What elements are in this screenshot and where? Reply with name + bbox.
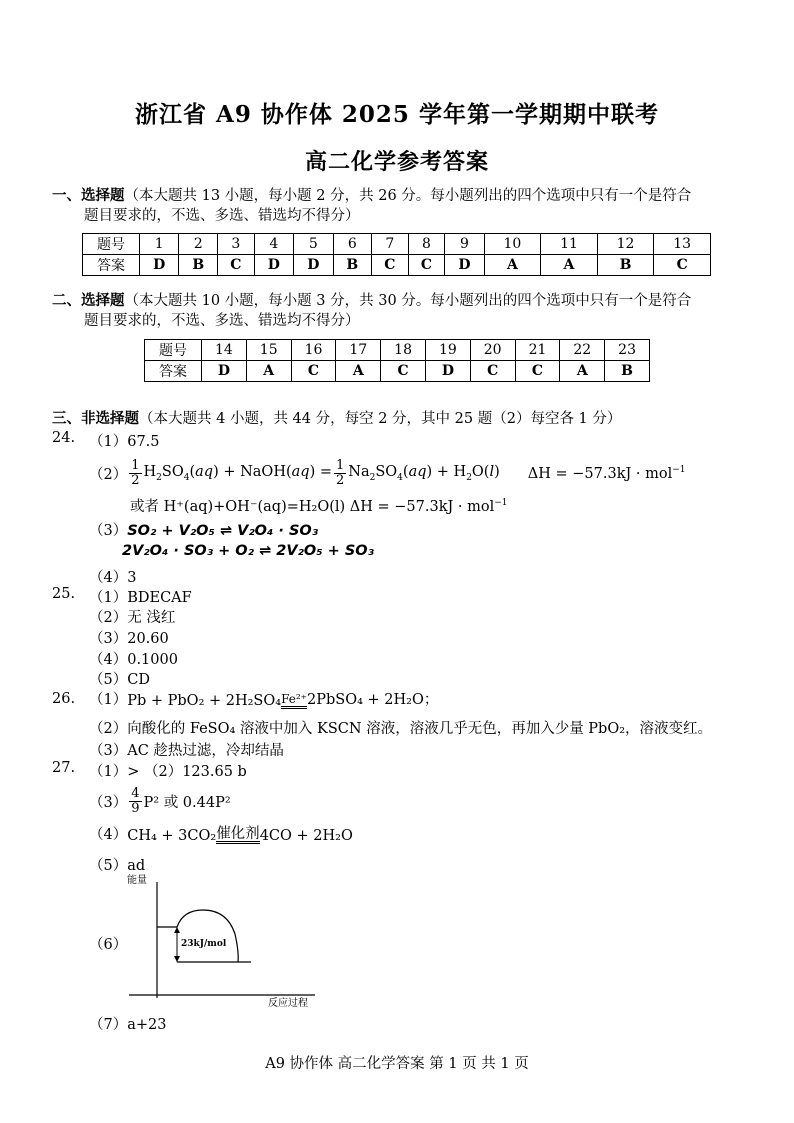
question-cell: 3	[218, 234, 255, 255]
question-cell: 15	[246, 340, 291, 361]
q27-part4-label: （4）	[89, 827, 128, 843]
q27-eq-head: CH₄ + 3CO₂	[127, 828, 217, 844]
question-cell: 18	[381, 340, 426, 361]
answer-cell: C	[408, 255, 445, 276]
question-cell: 7	[372, 234, 409, 255]
section1-answer-row	[83, 255, 711, 276]
answer-cell: D	[254, 255, 293, 276]
answer-cell: C	[381, 361, 426, 382]
page-title: 浙江省 A9 协作体 2025 学年第一学期期中联考	[135, 101, 659, 128]
row-header-answer: 答案	[83, 255, 140, 276]
section2-question-row	[145, 340, 650, 361]
answer-cell: A	[484, 255, 541, 276]
q24-alt-text: 或者 H⁺(aq)+OH⁻(aq)=H₂O(l) ΔH = −57.3kJ · mol	[130, 499, 495, 515]
section1-heading	[52, 185, 752, 207]
q24-part3-label: （3）	[89, 523, 128, 539]
section1-answer-table	[82, 233, 711, 276]
answer-cell: B	[333, 255, 372, 276]
section3-label: 三、非选择题	[52, 410, 139, 427]
answer-cell: A	[336, 361, 381, 382]
q24-part4: （4）3	[89, 570, 137, 586]
answer-cell: B	[597, 255, 654, 276]
section2-heading	[52, 290, 752, 312]
answer-cell: C	[654, 255, 711, 276]
q24-eq2-text: 2V₂O₄ · SO₃ + O₂ ⇌ 2V₂O₅ + SO₃	[122, 543, 374, 559]
question-cell: 20	[470, 340, 515, 361]
q25-part5: （5）CD	[89, 672, 150, 688]
q26-eq-tail: 2PbSO₄ + 2H₂O；	[307, 692, 439, 708]
q24-eq2	[122, 543, 374, 559]
question-cell: 22	[560, 340, 605, 361]
section3-heading	[52, 408, 752, 430]
fraction-numerator: 4	[131, 785, 140, 801]
question-cell: 17	[336, 340, 381, 361]
answer-cell: D	[445, 255, 484, 276]
fraction-half: $\frac{1}{2}$	[131, 457, 140, 488]
question-cell: 16	[291, 340, 336, 361]
answer-cell: D	[425, 361, 470, 382]
section2-desc2: 题目要求的，不选、多选、错选均不得分）	[84, 313, 360, 329]
q27-part7: （7）a+23	[89, 1017, 167, 1033]
q27-part3-tail: P² 或 0.44P²	[143, 794, 231, 811]
q26-part1-label: （1）	[89, 692, 128, 708]
question-cell: 12	[597, 234, 654, 255]
question-cell: 1	[140, 234, 179, 255]
q25-number: 25.	[52, 586, 76, 602]
answer-cell: C	[515, 361, 560, 382]
q24-delta-h: ΔH = −57.3kJ · mol	[527, 465, 673, 482]
q26-catalyst: Fe²⁺	[281, 692, 307, 709]
answer-cell: C	[372, 255, 409, 276]
q24-part2: （2） $\frac{1}{2}$ $H_2SO_4(aq)$ + NaOH(aq) = $\frac{1}{2}$ $Na_2SO_4(aq) + H_2O(l)$ ΔH = −57.3kJ · mol$^{-1}$	[89, 457, 686, 488]
question-cell: 13	[654, 234, 711, 255]
row-header-question: 题号	[83, 234, 140, 255]
question-cell: 6	[333, 234, 372, 255]
question-cell: 21	[515, 340, 560, 361]
q27-part5: （5）ad	[89, 858, 146, 874]
q27-catalyst: 催化剂	[216, 826, 260, 842]
answer-cell: D	[140, 255, 179, 276]
section2-answer-table	[144, 339, 650, 382]
q25-part4: （4）0.1000	[89, 652, 178, 668]
q26-part3: （3）AC 趁热过滤，冷却结晶	[89, 743, 284, 759]
question-cell: 4	[254, 234, 293, 255]
q27-part3-label: （3）	[89, 794, 128, 811]
section1-label: 一、选择题	[52, 187, 125, 204]
q25-part2: （2）无 浅红	[89, 610, 176, 626]
answer-cell: C	[291, 361, 336, 382]
question-cell: 2	[179, 234, 218, 255]
q27-part3	[89, 781, 231, 821]
arrow-head-down	[174, 956, 180, 962]
q27-number: 27.	[52, 760, 76, 776]
section3-desc: （本大题共 4 小题，共 44 分，每空 2 分，其中 25 题（2）每空各 1 分）	[139, 411, 622, 427]
q25-part3: （3）20.60	[89, 631, 169, 647]
answer-cell: D	[294, 255, 333, 276]
answer-cell: B	[179, 255, 218, 276]
q27-eq-tail: 4CO + 2H₂O	[259, 828, 353, 844]
section1-desc: （本大题共 13 小题，每小题 2 分，共 26 分。每小题列出的四个选项中只有一个是符合	[124, 188, 692, 204]
question-cell: 9	[445, 234, 484, 255]
q25-part1: （1）BDECAF	[89, 590, 192, 606]
fraction-half: $\frac{1}{2}$	[335, 457, 345, 488]
question-cell: 14	[202, 340, 247, 361]
q26-number: 26.	[52, 691, 76, 707]
q26-part2: （2）向酸化的 FeSO₄ 溶液中加入 KSCN 溶液，溶液几乎无色，再加入少量 PbO₂，溶液变红。	[89, 721, 713, 737]
energy-curve	[177, 910, 238, 962]
section2-answer-row	[145, 361, 650, 382]
q24-part3	[89, 519, 318, 540]
question-cell: 11	[541, 234, 598, 255]
answer-cell: A	[541, 255, 598, 276]
answer-cell: C	[470, 361, 515, 382]
q27-part4	[89, 823, 353, 844]
row-header-question: 题号	[145, 340, 202, 361]
q27-part1-2: （1）> （2）123.65 b	[89, 764, 247, 780]
energy-diagram	[125, 872, 325, 1010]
x-axis-label: 反应过程	[268, 998, 308, 1009]
answer-cell: C	[218, 255, 255, 276]
q24-part2-alt: 或者 H⁺(aq)+OH⁻(aq)=H₂O(l) ΔH = −57.3kJ · mol$^{-1}$	[130, 498, 508, 515]
row-header-answer: 答案	[145, 361, 202, 382]
fraction-denominator: 9	[131, 800, 140, 816]
section2-desc: （本大题共 10 小题，每小题 3 分，共 30 分。每小题列出的四个选项中只有一个是符合	[124, 293, 692, 309]
energy-label: 23kJ/mol	[181, 939, 227, 949]
answer-cell: A	[560, 361, 605, 382]
fraction-four-ninths	[129, 787, 141, 816]
q24-part2-label: （2）	[89, 466, 128, 483]
page-footer: A9 协作体 高二化学答案 第 1 页 共 1 页	[265, 1056, 529, 1072]
question-cell: 10	[484, 234, 541, 255]
q27-part6: （6）	[89, 937, 128, 953]
section1-question-row	[83, 234, 711, 255]
section1-desc2: 题目要求的，不选、多选、错选均不得分）	[84, 208, 360, 224]
arrow-head-up	[174, 927, 180, 933]
page-subtitle: 高二化学参考答案	[304, 149, 489, 175]
y-axis-label: 能量	[127, 875, 147, 886]
question-cell: 5	[294, 234, 333, 255]
q24-eq1: SO₂ + V₂O₅ ⇌ V₂O₄ · SO₃	[127, 523, 319, 539]
q24-part1: （1）67.5	[89, 434, 160, 450]
section2-label: 二、选择题	[52, 292, 125, 309]
question-cell: 8	[408, 234, 445, 255]
q26-part1	[89, 688, 438, 709]
q26-eq-head: Pb + PbO₂ + 2H₂SO₄	[127, 693, 282, 709]
question-cell: 23	[605, 340, 650, 361]
answer-cell: B	[605, 361, 650, 382]
answer-cell: D	[202, 361, 247, 382]
q24-number: 24.	[52, 430, 76, 446]
question-cell: 19	[425, 340, 470, 361]
answer-cell: A	[246, 361, 291, 382]
